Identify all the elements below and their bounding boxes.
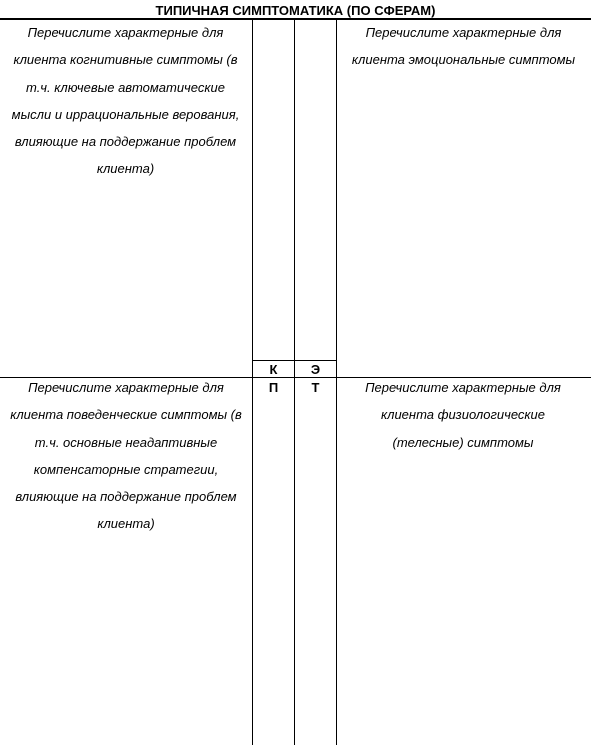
cognitive-symptoms-instruction: Перечислите характерные для клиента когнитивные симптомы (в т.ч. ключевые автоматические мысли и иррациональные верования, влияющие на поддержание проблем клиента) [11, 25, 240, 177]
worksheet-title: ТИПИЧНАЯ СИМПТОМАТИКА (ПО СФЕРАМ) [0, 0, 591, 20]
emotional-symptoms-instruction: Перечислите характерные для клиента эмоциональные симптомы [351, 25, 576, 68]
behavioral-symptoms-instruction: Перечислите характерные для клиента поведенческие симптомы (в т.ч. основные неадаптивные компенсаторные стратегии, влияющие на поддержание проблем клиента) [10, 380, 242, 532]
divider-middle-column [294, 20, 295, 745]
letter-k-cognitive: К [269, 362, 278, 377]
divider-right-column [336, 20, 337, 745]
divider-left-column [252, 20, 253, 745]
letter-t-physiological: Т [311, 380, 320, 395]
letter-p-behavioral: П [268, 380, 279, 395]
letter-e-emotional: Э [310, 362, 321, 377]
physiological-symptoms-instruction: Перечислите характерные для клиента физиологические (телесные) симптомы [365, 380, 561, 450]
